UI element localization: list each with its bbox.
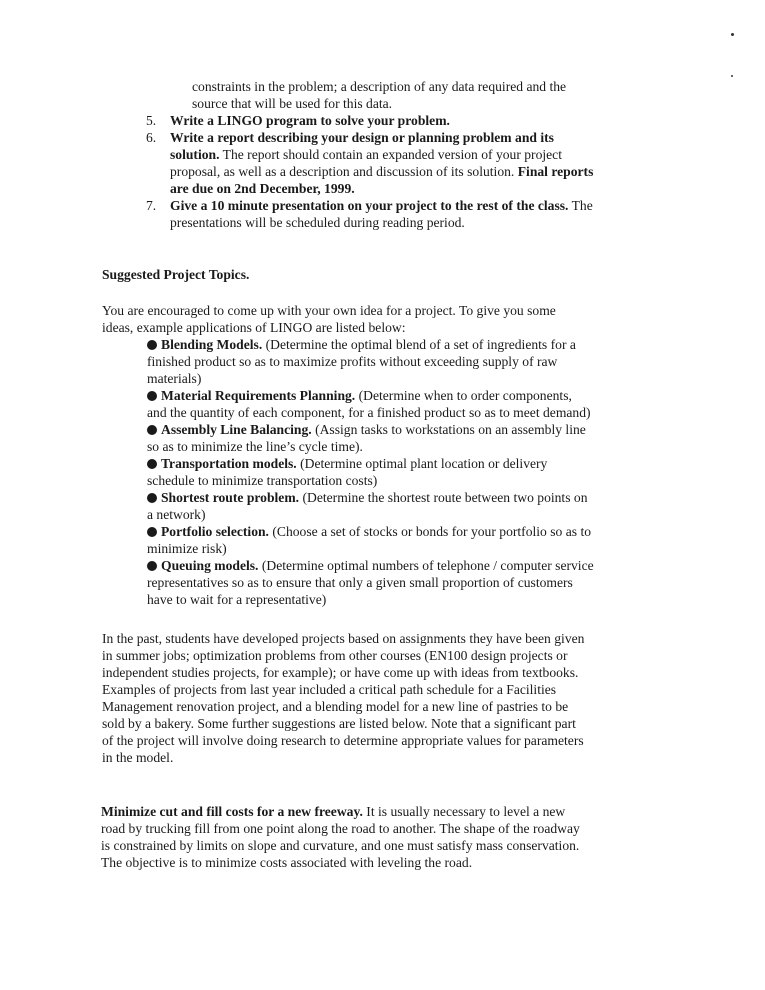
topic-text: (Determine when to order components,	[355, 388, 572, 403]
bullet-icon	[147, 459, 157, 469]
section-heading	[102, 266, 249, 283]
text-line: Management renovation project, and a blending model for a new line of pastries to be	[102, 699, 569, 714]
topic-item	[147, 387, 594, 421]
step-6	[146, 129, 666, 197]
numbered-steps	[146, 112, 666, 231]
bullet-icon	[147, 391, 157, 401]
step-text: proposal, as well as a description and discussion of its solution.	[170, 164, 518, 179]
text-line: in the model.	[102, 750, 174, 765]
topic-text: have to wait for a representative)	[147, 592, 327, 607]
step-7	[146, 197, 666, 231]
text-line: is constrained by limits on slope and curvature, and one must satisfy mass conservation.	[101, 838, 580, 853]
topic-title: Transportation models.	[161, 456, 297, 471]
topic-text: and the quantity of each component, for a finished product so as to meet demand)	[147, 405, 591, 420]
step-number: 6.	[146, 130, 157, 145]
topic-item	[147, 455, 594, 489]
bullet-icon	[147, 340, 157, 350]
topic-text: schedule to minimize transportation costs)	[147, 473, 378, 488]
scan-speck	[731, 75, 733, 77]
step-number: 5.	[146, 113, 157, 128]
text-line: Examples of projects from last year included a critical path schedule for a Facilities	[102, 682, 557, 697]
topic-text: (Determine optimal plant location or delivery	[296, 456, 548, 471]
step-title: Give a 10 minute presentation on your project to the rest of the class.	[170, 198, 569, 213]
step-title: Write a report describing your design or planning problem and its	[170, 130, 554, 145]
topic-title: Shortest route problem.	[161, 490, 300, 505]
bullet-icon	[147, 425, 157, 435]
step-5	[146, 112, 666, 129]
topic-text: minimize risk)	[147, 541, 227, 556]
step-text-bold: solution.	[170, 147, 220, 162]
text-line: The objective is to minimize costs associated with leveling the road.	[101, 855, 473, 870]
intro-paragraph	[102, 302, 556, 336]
topic-text: (Choose a set of stocks or bonds for your portfolio so as to	[268, 524, 592, 539]
topic-text: representatives so as to ensure that only a given small proportion of customers	[147, 575, 573, 590]
text-line: In the past, students have developed projects based on assignments they have been given	[102, 631, 585, 646]
topic-text: materials)	[147, 371, 202, 386]
topic-title: Queuing models.	[161, 558, 259, 573]
text-line: in summer jobs; optimization problems from other courses (EN100 design projects or	[102, 648, 568, 663]
step-text-bold: Final reports	[517, 164, 594, 179]
topic-title: Material Requirements Planning.	[161, 388, 356, 403]
bullet-icon	[147, 527, 157, 537]
topic-text: finished product so as to maximize profits without exceeding supply of raw	[147, 354, 558, 369]
scan-speck	[731, 33, 734, 36]
text-line: sold by a bakery. Some further suggestions are listed below. Note that a significant part	[102, 716, 576, 731]
text-line: It is usually necessary to level a new	[362, 804, 566, 819]
freeway-title: Minimize cut and fill costs for a new freeway.	[101, 804, 363, 819]
topic-text: (Determine the shortest route between two points on	[299, 490, 588, 505]
text-line: source that will be used for this data.	[192, 96, 393, 111]
text-line: road by trucking fill from one point along the road to another. The shape of the roadway	[101, 821, 580, 836]
topic-text: (Assign tasks to workstations on an assembly line	[311, 422, 586, 437]
step-text-bold: are due on 2nd December, 1999.	[170, 181, 355, 196]
topic-title: Assembly Line Balancing.	[161, 422, 312, 437]
section-heading-text: Suggested Project Topics.	[102, 267, 250, 282]
bullet-icon	[147, 561, 157, 571]
topic-list	[147, 336, 594, 608]
topic-item	[147, 336, 594, 387]
step-title: Write a LINGO program to solve your problem.	[170, 113, 450, 128]
step-text: presentations will be scheduled during reading period.	[170, 215, 465, 230]
topic-title: Portfolio selection.	[161, 524, 269, 539]
topic-title: Blending Models.	[161, 337, 263, 352]
topic-item	[147, 421, 594, 455]
text-line: of the project will involve doing research to determine appropriate values for parameters	[102, 733, 584, 748]
topic-item	[147, 523, 594, 557]
topic-text: so as to minimize the line’s cycle time).	[147, 439, 363, 454]
topic-item	[147, 489, 594, 523]
past-projects-paragraph	[102, 630, 584, 766]
text-line: independent studies projects, for example); or have come up with ideas from textbooks.	[102, 665, 579, 680]
topic-item	[147, 557, 594, 608]
text-line: You are encouraged to come up with your own idea for a project. To give you some	[102, 303, 556, 318]
step-text: The report should contain an expanded version of your project	[219, 147, 562, 162]
step-text: The	[568, 198, 593, 213]
item-4-continuation	[192, 78, 566, 112]
freeway-paragraph	[101, 803, 580, 871]
text-line: ideas, example applications of LINGO are listed below:	[102, 320, 406, 335]
topic-text: (Determine the optimal blend of a set of ingredients for a	[262, 337, 576, 352]
text-line: constraints in the problem; a description of any data required and the	[192, 79, 567, 94]
step-number: 7.	[146, 198, 157, 213]
bullet-icon	[147, 493, 157, 503]
topic-text: (Determine optimal numbers of telephone / computer service	[258, 558, 594, 573]
topic-text: a network)	[147, 507, 206, 522]
